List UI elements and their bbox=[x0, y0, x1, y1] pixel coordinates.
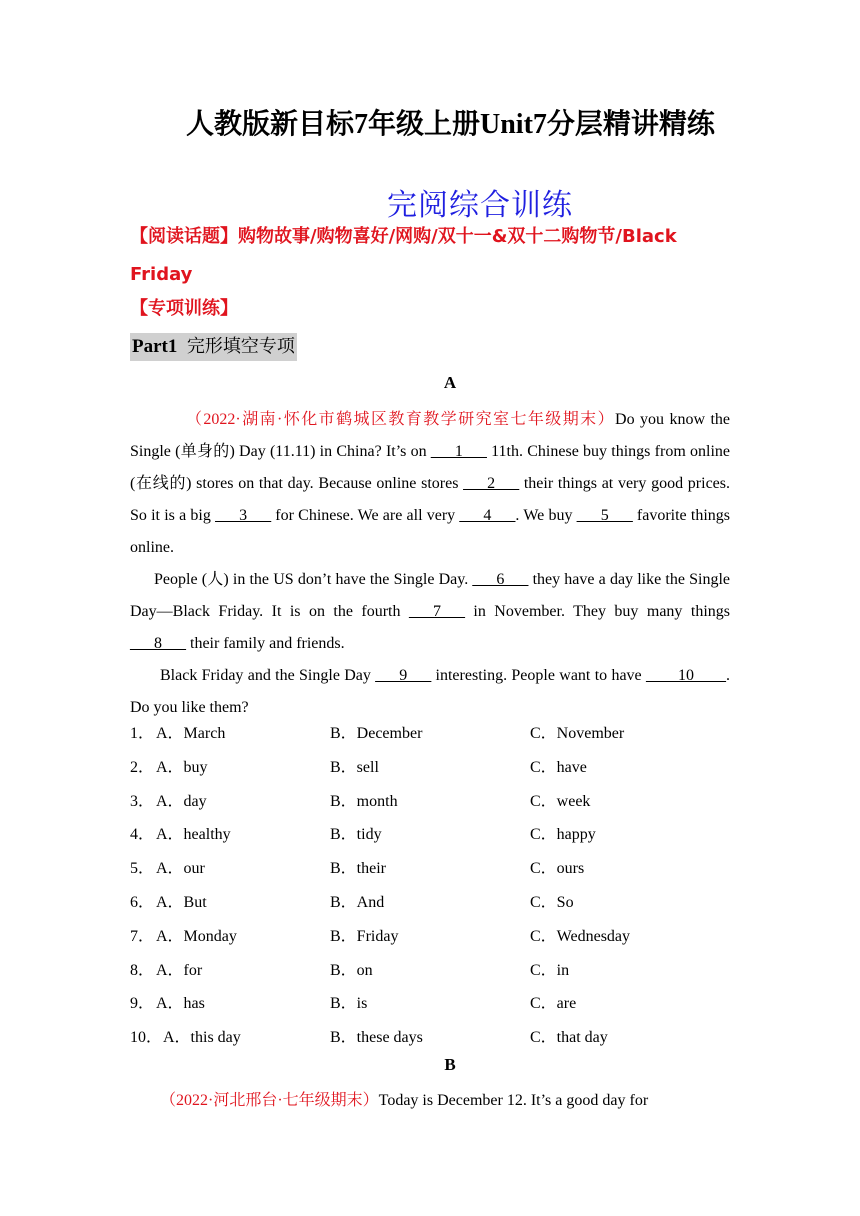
question-number: 5． bbox=[130, 860, 155, 878]
option-b[interactable]: B．their bbox=[330, 860, 386, 878]
option-row bbox=[130, 854, 730, 884]
option-a[interactable]: A．March bbox=[156, 725, 226, 742]
option-b[interactable]: B．on bbox=[330, 961, 373, 979]
option-c[interactable]: C．in bbox=[530, 961, 570, 979]
option-b[interactable]: B．December bbox=[330, 725, 423, 742]
question-number: 10． bbox=[130, 1029, 163, 1047]
source-citation: （2022·河北邢台·七年级期末） bbox=[160, 1092, 379, 1109]
option-row bbox=[130, 888, 730, 918]
option-b[interactable]: B．month bbox=[330, 792, 398, 810]
blank: ___3___ bbox=[215, 507, 272, 524]
option-a[interactable]: A．this day bbox=[163, 1029, 241, 1047]
option-c[interactable]: C．ours bbox=[530, 860, 585, 878]
blank: ___4___ bbox=[459, 507, 516, 524]
reading-topic-label: 【阅读话题】 bbox=[130, 226, 238, 247]
option-c[interactable]: C．are bbox=[530, 995, 577, 1013]
option-row bbox=[130, 753, 730, 783]
blank: ___5___ bbox=[576, 507, 633, 524]
option-row bbox=[130, 787, 730, 817]
option-a[interactable]: A．for bbox=[156, 961, 203, 979]
option-a[interactable]: A．Monday bbox=[156, 927, 237, 945]
option-a[interactable]: A．But bbox=[156, 894, 207, 911]
option-a[interactable]: A．has bbox=[156, 995, 205, 1013]
question-number: 2． bbox=[130, 758, 155, 776]
blank: ___7___ bbox=[408, 603, 465, 620]
special-training-heading: 【专项训练】 bbox=[130, 298, 238, 319]
option-b[interactable]: B．Friday bbox=[330, 927, 399, 945]
question-number: 3． bbox=[130, 792, 155, 810]
reading-topic bbox=[130, 218, 730, 294]
reading-topic-text: 购物故事/购物喜好/网购/双十一&双十二购物节/Black Friday bbox=[130, 226, 677, 285]
option-b[interactable]: B．sell bbox=[330, 758, 379, 776]
option-c[interactable]: C．Wednesday bbox=[530, 927, 631, 945]
part-title: 完形填空专项 bbox=[186, 336, 295, 357]
option-row bbox=[130, 1023, 730, 1053]
section-a-passage bbox=[130, 404, 730, 724]
section-b-heading: B bbox=[444, 1055, 456, 1074]
section-a-heading: A bbox=[443, 373, 457, 392]
blank: ____10____ bbox=[646, 667, 726, 684]
option-c[interactable]: C．So bbox=[530, 894, 574, 911]
passage-paragraph-3: Black Friday and the Single Day ___9___ interesting. People want to have ____10____. Do you like them? bbox=[130, 667, 730, 716]
passage-paragraph-1: （2022·湖南·怀化市鹤城区教育教学研究室七年级期末）Do you know the Single (单身的) Day (11.11) in China? It’s on ___1___ 11th. Chinese buy things from online (在线的) stores on that day. Because online stores ___2___ their things at very good prices. So it is a big ___3___ for Chinese. We are all very ___4___. We buy ___5___ favorite things online. bbox=[130, 411, 731, 556]
document-title: 人教版新目标7年级上册Unit7分层精讲精练 bbox=[186, 109, 715, 140]
option-a[interactable]: A．day bbox=[156, 792, 207, 810]
option-row bbox=[130, 719, 730, 749]
question-number: 6． bbox=[130, 894, 155, 911]
question-number: 4． bbox=[130, 826, 155, 844]
option-c[interactable]: C．happy bbox=[530, 826, 596, 844]
part-heading bbox=[130, 333, 297, 361]
option-b[interactable]: B．these days bbox=[330, 1029, 423, 1047]
option-a[interactable]: A．buy bbox=[156, 758, 208, 776]
option-b[interactable]: B．And bbox=[330, 894, 385, 911]
option-row bbox=[130, 956, 730, 986]
section-b-passage: （2022·河北邢台·七年级期末）Today is December 12. It’s a good day for bbox=[160, 1092, 649, 1109]
option-b[interactable]: B．tidy bbox=[330, 826, 382, 844]
option-a[interactable]: A．healthy bbox=[156, 826, 231, 844]
option-row bbox=[130, 922, 730, 952]
option-c[interactable]: C．week bbox=[530, 792, 591, 810]
source-citation: （2022·湖南·怀化市鹤城区教育教学研究室七年级期末） bbox=[186, 411, 616, 428]
option-c[interactable]: C．November bbox=[530, 725, 625, 742]
blank: ___6___ bbox=[472, 571, 529, 588]
option-b[interactable]: B．is bbox=[330, 995, 368, 1013]
blank: ___8___ bbox=[130, 635, 186, 652]
question-number: 8． bbox=[130, 961, 155, 979]
option-c[interactable]: C．that day bbox=[530, 1029, 608, 1047]
blank: ___9___ bbox=[375, 667, 432, 684]
option-row bbox=[130, 989, 730, 1019]
document-subtitle: 完阅综合训练 bbox=[387, 188, 573, 223]
question-number: 9． bbox=[130, 995, 155, 1013]
question-number: 1． bbox=[130, 725, 155, 742]
option-row bbox=[130, 820, 730, 850]
passage-paragraph-2: People (人) in the US don’t have the Single Day. ___6___ they have a day like the Single Day—Black Friday. It is on the fourth ___7___ in November. They buy many things ___8___ their family and friends. bbox=[130, 571, 730, 652]
blank: ___2___ bbox=[463, 475, 520, 492]
blank: ___1___ bbox=[430, 443, 487, 460]
option-c[interactable]: C．have bbox=[530, 758, 587, 776]
question-number: 7． bbox=[130, 927, 155, 945]
part-number: Part1 bbox=[132, 336, 178, 357]
option-a[interactable]: A．our bbox=[156, 860, 205, 878]
